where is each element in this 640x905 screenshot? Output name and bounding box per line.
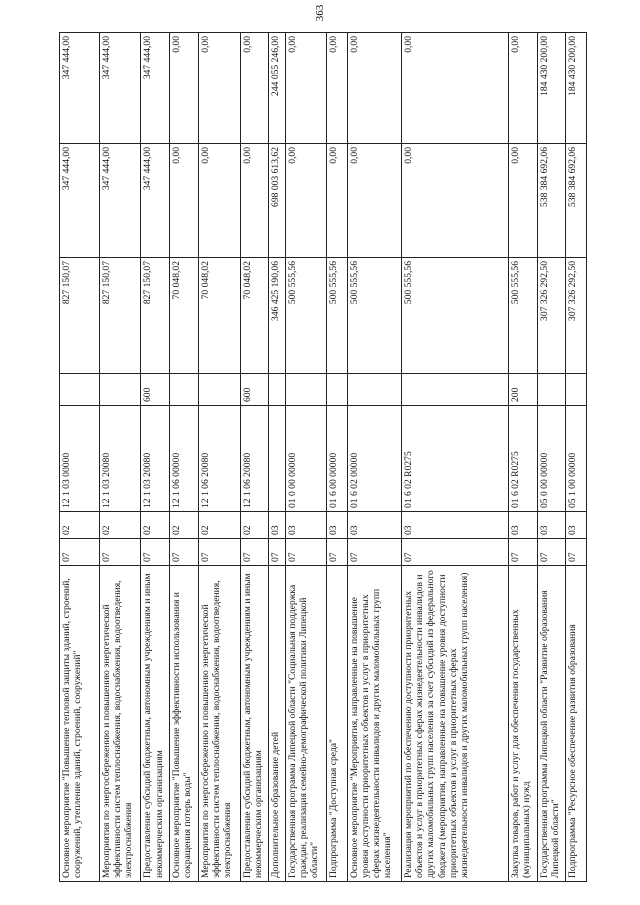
row-section: 07 (60, 539, 100, 566)
row-name: Подпрограмма "Ресурсное обеспечение развития образования (566, 566, 587, 882)
row-expense-type: 600 (240, 374, 269, 406)
row-subsection: 03 (347, 512, 401, 539)
row-expense-type (347, 374, 401, 406)
row-name: Государственная программа Липецкой области "Развитие образования Липецкой области" (537, 566, 566, 882)
row-amount-2: 0,00 (285, 144, 327, 258)
row-section: 07 (401, 539, 508, 566)
table-row (508, 33, 537, 882)
page-number-text: 363 (314, 4, 326, 22)
row-subsection: 03 (508, 512, 537, 539)
row-subsection: 02 (240, 512, 269, 539)
table-row (285, 33, 327, 882)
row-target-article (269, 406, 285, 512)
row-subsection: 02 (141, 512, 170, 539)
row-amount-1: 500 555,56 (347, 258, 401, 374)
row-amount-1: 827 150,07 (60, 258, 100, 374)
row-amount-2: 0,00 (347, 144, 401, 258)
row-amount-3: 0,00 (347, 33, 401, 144)
table-row (99, 33, 141, 882)
row-expense-type (285, 374, 327, 406)
row-section: 07 (170, 539, 199, 566)
row-amount-1: 500 555,56 (401, 258, 508, 374)
row-amount-1: 70 048,02 (199, 258, 241, 374)
row-subsection: 03 (537, 512, 566, 539)
row-amount-1: 307 326 292,50 (566, 258, 587, 374)
page-number (313, 2, 327, 24)
budget-table-body (60, 33, 587, 882)
row-amount-2: 347 444,00 (141, 144, 170, 258)
row-amount-3: 0,00 (240, 33, 269, 144)
table-row (60, 33, 100, 882)
row-name: Основное мероприятие "Мероприятия, направленные на повышение уровня доступности приоритетных объектов и услуг в приоритетных сферах жизнедеятельности инвалидов и других маломобильных групп населения" (347, 566, 401, 882)
row-expense-type (327, 374, 347, 406)
table-row (240, 33, 269, 882)
row-target-article: 01 6 02 R0275 (401, 406, 508, 512)
row-name: Предоставление субсидий бюджетным, автономным учреждениям и иным некоммерческим организациям (141, 566, 170, 882)
row-amount-3: 0,00 (170, 33, 199, 144)
table-row (199, 33, 241, 882)
row-subsection: 03 (566, 512, 587, 539)
row-expense-type (566, 374, 587, 406)
row-amount-3: 347 444,00 (99, 33, 141, 144)
row-amount-3: 0,00 (401, 33, 508, 144)
row-target-article: 12 1 06 00000 (170, 406, 199, 512)
row-section: 07 (566, 539, 587, 566)
row-amount-2: 0,00 (240, 144, 269, 258)
row-amount-3: 347 444,00 (141, 33, 170, 144)
row-expense-type: 200 (508, 374, 537, 406)
row-target-article: 05 0 00 00000 (537, 406, 566, 512)
row-name: Дополнительное образование детей (269, 566, 285, 882)
row-name: Мероприятия по энергосбережению и повышению энергетической эффективности систем теплоснабжения, водоснабжения, водоотведения, электроснабжения (99, 566, 141, 882)
row-amount-3: 244 055 246,00 (269, 33, 285, 144)
table-row (566, 33, 587, 882)
row-target-article: 01 0 00 00000 (285, 406, 327, 512)
row-expense-type (170, 374, 199, 406)
row-target-article: 01 6 00 00000 (327, 406, 347, 512)
row-subsection: 03 (285, 512, 327, 539)
row-amount-3: 0,00 (327, 33, 347, 144)
row-amount-1: 827 150,07 (141, 258, 170, 374)
row-subsection: 02 (60, 512, 100, 539)
row-name: Предоставление субсидий бюджетным, автономным учреждениям и иным некоммерческим организациям (240, 566, 269, 882)
row-amount-3: 0,00 (285, 33, 327, 144)
row-target-article: 05 1 00 00000 (566, 406, 587, 512)
row-amount-1: 500 555,56 (327, 258, 347, 374)
row-amount-1: 827 150,07 (99, 258, 141, 374)
row-amount-3: 0,00 (199, 33, 241, 144)
row-expense-type (537, 374, 566, 406)
row-amount-2: 538 384 692,06 (566, 144, 587, 258)
row-target-article: 12 1 06 20080 (199, 406, 241, 512)
row-target-article: 01 6 02 R0275 (508, 406, 537, 512)
row-amount-1: 70 048,02 (170, 258, 199, 374)
row-section: 07 (347, 539, 401, 566)
row-target-article: 12 1 03 20080 (99, 406, 141, 512)
row-amount-2: 0,00 (199, 144, 241, 258)
row-amount-1: 346 425 190,06 (269, 258, 285, 374)
row-name: Подпрограмма "Доступная среда" (327, 566, 347, 882)
row-amount-2: 0,00 (327, 144, 347, 258)
row-name: Мероприятия по энергосбережению и повышению энергетической эффективности систем теплоснабжения, водоснабжения, водоотведения, электроснабжения (199, 566, 241, 882)
row-amount-2: 0,00 (508, 144, 537, 258)
row-expense-type (401, 374, 508, 406)
row-name: Реализация мероприятий по обеспечению доступности приоритетных объектов и услуг в приоритетных сферах жизнедеятельности инвалидов и других маломобильных групп населения за счет субсидий из федерального бюджета (мероприятия, направленные на повышение уровня доступности приоритетных объектов и услуг в приоритетных сферах жизнедеятельности инвалидов и других маломобильных групп населения) (401, 566, 508, 882)
row-amount-2: 0,00 (170, 144, 199, 258)
row-section: 07 (240, 539, 269, 566)
row-amount-2: 347 444,00 (60, 144, 100, 258)
row-name: Основное мероприятие "Повышение тепловой защиты зданий, строений, сооружений, утепление зданий, строений, сооружений" (60, 566, 100, 882)
table-row (141, 33, 170, 882)
table-row (170, 33, 199, 882)
row-amount-2: 347 444,00 (99, 144, 141, 258)
row-subsection: 02 (170, 512, 199, 539)
row-section: 07 (327, 539, 347, 566)
row-target-article: 12 1 03 00000 (60, 406, 100, 512)
row-section: 07 (537, 539, 566, 566)
row-section: 07 (508, 539, 537, 566)
row-subsection: 03 (327, 512, 347, 539)
table-row (327, 33, 347, 882)
table-row (537, 33, 566, 882)
table-row (401, 33, 508, 882)
table-row (347, 33, 401, 882)
budget-table-rotated (59, 33, 587, 882)
row-subsection: 03 (401, 512, 508, 539)
row-section: 07 (99, 539, 141, 566)
row-expense-type (99, 374, 141, 406)
budget-table (59, 32, 587, 882)
row-name: Закупка товаров, работ и услуг для обеспечения государственных (муниципальных) нужд (508, 566, 537, 882)
row-amount-2: 538 384 692,06 (537, 144, 566, 258)
row-section: 07 (141, 539, 170, 566)
row-amount-3: 0,00 (508, 33, 537, 144)
row-section: 07 (269, 539, 285, 566)
row-expense-type (269, 374, 285, 406)
row-amount-2: 698 003 613,62 (269, 144, 285, 258)
row-amount-1: 307 326 292,50 (537, 258, 566, 374)
row-amount-3: 347 444,00 (60, 33, 100, 144)
row-expense-type (60, 374, 100, 406)
row-amount-3: 184 430 200,00 (566, 33, 587, 144)
row-subsection: 02 (99, 512, 141, 539)
row-section: 07 (199, 539, 241, 566)
row-amount-2: 0,00 (401, 144, 508, 258)
row-amount-1: 500 555,56 (285, 258, 327, 374)
row-name: Государственная программа Липецкой области "Социальная поддержка граждан, реализация семейно-демографической политики Липецкой области" (285, 566, 327, 882)
row-subsection: 03 (269, 512, 285, 539)
row-name: Основное мероприятие "Повышение эффективности использования и сокращения потерь воды" (170, 566, 199, 882)
row-amount-1: 500 555,56 (508, 258, 537, 374)
table-row (269, 33, 285, 882)
row-target-article: 12 1 03 20080 (141, 406, 170, 512)
row-target-article: 01 6 02 00000 (347, 406, 401, 512)
row-amount-1: 70 048,02 (240, 258, 269, 374)
row-section: 07 (285, 539, 327, 566)
row-target-article: 12 1 06 20080 (240, 406, 269, 512)
row-amount-3: 184 430 200,00 (537, 33, 566, 144)
row-expense-type (199, 374, 241, 406)
row-subsection: 02 (199, 512, 241, 539)
row-expense-type: 600 (141, 374, 170, 406)
